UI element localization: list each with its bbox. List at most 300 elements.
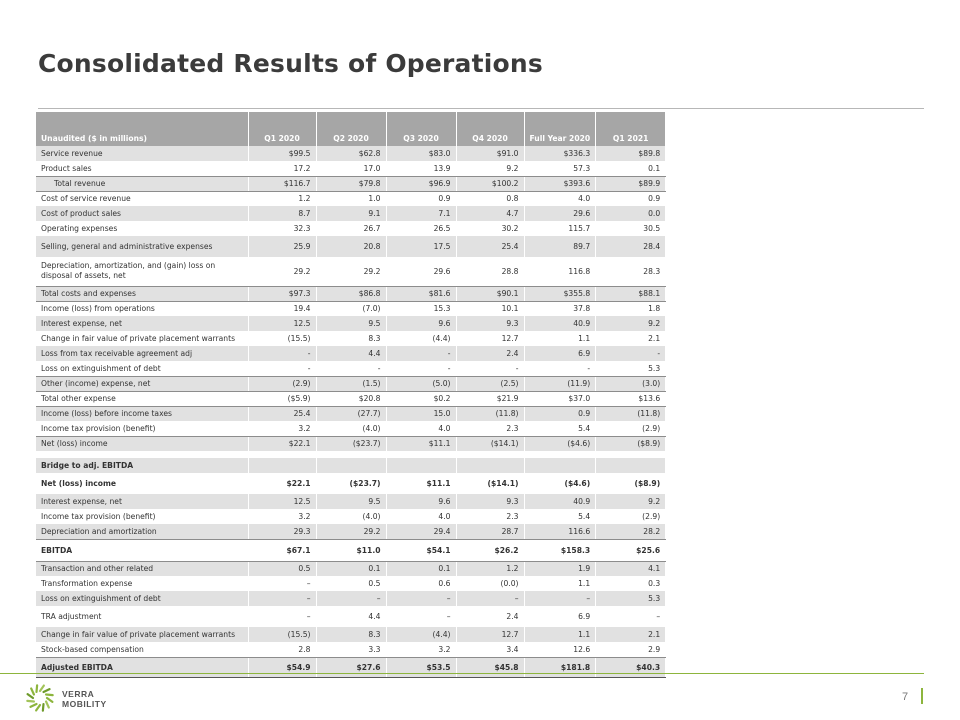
row-value: 17.5 bbox=[386, 236, 456, 257]
row-value: 28.4 bbox=[596, 236, 666, 257]
row-value: 1.1 bbox=[524, 627, 596, 642]
table-header-row bbox=[36, 112, 666, 146]
bridge-header-row bbox=[36, 458, 666, 473]
row-value: 4.4 bbox=[316, 346, 386, 361]
row-value: ($5.9) bbox=[248, 391, 316, 406]
row-value: $0.2 bbox=[386, 391, 456, 406]
row-value: – bbox=[386, 606, 456, 627]
row-value: 12.5 bbox=[248, 494, 316, 509]
row-value: 0.9 bbox=[596, 191, 666, 206]
company-logo-text bbox=[62, 689, 107, 709]
row-label bbox=[36, 206, 248, 221]
row-value: ($4.6) bbox=[524, 473, 596, 494]
logo-ray bbox=[46, 702, 49, 708]
table-row bbox=[36, 406, 666, 421]
row-value: 12.7 bbox=[456, 627, 524, 642]
row-value: (11.8) bbox=[596, 406, 666, 421]
bridge-header-cell bbox=[456, 458, 524, 473]
row-value: 5.3 bbox=[596, 591, 666, 606]
row-value: 116.6 bbox=[524, 524, 596, 539]
row-value: ($14.1) bbox=[456, 436, 524, 451]
row-value: 0.5 bbox=[316, 576, 386, 591]
row-value: 19.4 bbox=[248, 301, 316, 316]
row-value: 57.3 bbox=[524, 161, 596, 176]
row-value: 29.3 bbox=[248, 524, 316, 539]
row-value: 30.2 bbox=[456, 221, 524, 236]
spacer-cell bbox=[316, 451, 386, 458]
row-label-text: Total other expense bbox=[41, 394, 116, 403]
row-value: (2.9) bbox=[596, 421, 666, 436]
row-value: 0.9 bbox=[386, 191, 456, 206]
row-label-text: Other (income) expense, net bbox=[41, 379, 151, 388]
table-row bbox=[36, 591, 666, 606]
row-value: 2.3 bbox=[456, 421, 524, 436]
row-value: ($14.1) bbox=[456, 473, 524, 494]
row-value: (2.9) bbox=[248, 376, 316, 391]
row-value: (7.0) bbox=[316, 301, 386, 316]
row-value: 9.6 bbox=[386, 316, 456, 331]
row-value: 6.9 bbox=[524, 346, 596, 361]
row-value: $20.8 bbox=[316, 391, 386, 406]
row-value: $99.5 bbox=[248, 146, 316, 161]
row-value: - bbox=[248, 361, 316, 376]
spacer-cell bbox=[248, 451, 316, 458]
row-label-text: EBITDA bbox=[41, 545, 73, 555]
table-spacer bbox=[36, 451, 666, 458]
row-value: – bbox=[248, 606, 316, 627]
row-value: 89.7 bbox=[524, 236, 596, 257]
row-value: (11.9) bbox=[524, 376, 596, 391]
row-value: 28.8 bbox=[456, 257, 524, 286]
row-value: 15.3 bbox=[386, 301, 456, 316]
row-label bbox=[36, 561, 248, 576]
table-row bbox=[36, 286, 666, 301]
logo-ray bbox=[28, 694, 33, 698]
row-label-text: Cost of service revenue bbox=[41, 194, 131, 204]
table-row bbox=[36, 346, 666, 361]
row-label-text: Cost of product sales bbox=[41, 209, 121, 218]
logo-ray bbox=[47, 698, 52, 702]
row-value: 9.5 bbox=[316, 494, 386, 509]
bridge-header-cell bbox=[596, 458, 666, 473]
row-value: 25.9 bbox=[248, 236, 316, 257]
table-row bbox=[36, 361, 666, 376]
table-row bbox=[36, 176, 666, 191]
row-value: 1.9 bbox=[524, 561, 596, 576]
row-label bbox=[36, 286, 248, 301]
row-value: 9.6 bbox=[386, 494, 456, 509]
row-value: (4.4) bbox=[386, 331, 456, 346]
row-value: (15.5) bbox=[248, 627, 316, 642]
table-row bbox=[36, 642, 666, 657]
row-value: $89.8 bbox=[596, 146, 666, 161]
row-value: 116.8 bbox=[524, 257, 596, 286]
row-label-text: Loss from tax receivable agreement adj bbox=[41, 349, 193, 358]
row-value: 26.5 bbox=[386, 221, 456, 236]
table-row bbox=[36, 236, 666, 257]
row-label bbox=[36, 301, 248, 316]
table-row bbox=[36, 657, 666, 677]
row-label bbox=[36, 627, 248, 642]
row-label-text: Change in fair value of private placement warrants bbox=[41, 630, 236, 639]
row-value: $79.8 bbox=[316, 176, 386, 191]
row-value: $97.3 bbox=[248, 286, 316, 301]
row-value: – bbox=[248, 576, 316, 591]
row-value: 0.0 bbox=[596, 206, 666, 221]
row-value: 29.2 bbox=[316, 257, 386, 286]
row-value: $45.8 bbox=[456, 657, 524, 677]
row-value: 17.2 bbox=[248, 161, 316, 176]
spacer-cell bbox=[596, 451, 666, 458]
row-value: $11.0 bbox=[316, 539, 386, 561]
table-row bbox=[36, 221, 666, 236]
row-value: 0.3 bbox=[596, 576, 666, 591]
row-value: ($8.9) bbox=[596, 473, 666, 494]
page-number: 7 bbox=[902, 691, 909, 703]
row-label bbox=[36, 406, 248, 421]
row-value: 15.0 bbox=[386, 406, 456, 421]
row-value: (15.5) bbox=[248, 331, 316, 346]
row-value: (4.0) bbox=[316, 509, 386, 524]
row-value: $53.5 bbox=[386, 657, 456, 677]
row-label-text: Operating expenses bbox=[41, 224, 118, 233]
table-row bbox=[36, 191, 666, 206]
row-label-text: Interest expense, net bbox=[41, 319, 122, 328]
row-value: 3.3 bbox=[316, 642, 386, 657]
row-value: $96.9 bbox=[386, 176, 456, 191]
row-value: (5.0) bbox=[386, 376, 456, 391]
row-value: 4.7 bbox=[456, 206, 524, 221]
row-value: 28.7 bbox=[456, 524, 524, 539]
table-row bbox=[36, 376, 666, 391]
row-value: 3.4 bbox=[456, 642, 524, 657]
row-label bbox=[36, 524, 248, 539]
row-value: $90.1 bbox=[456, 286, 524, 301]
row-value: 10.1 bbox=[456, 301, 524, 316]
row-value: $11.1 bbox=[386, 473, 456, 494]
row-label-text: TRA adjustment bbox=[41, 612, 102, 621]
table-row bbox=[36, 391, 666, 406]
row-value: $27.6 bbox=[316, 657, 386, 677]
column-header: Q4 2020 bbox=[456, 112, 524, 146]
row-value: – bbox=[524, 591, 596, 606]
row-value: 0.1 bbox=[386, 561, 456, 576]
row-label-text: Interest expense, net bbox=[41, 497, 122, 506]
row-label bbox=[36, 391, 248, 406]
row-label bbox=[36, 421, 248, 436]
row-value: - bbox=[248, 346, 316, 361]
row-value: 12.6 bbox=[524, 642, 596, 657]
row-label bbox=[36, 361, 248, 376]
row-value: $54.9 bbox=[248, 657, 316, 677]
logo-line-1: VERRA bbox=[62, 689, 95, 699]
logo-ray bbox=[27, 701, 34, 702]
row-label-text: Net (loss) income bbox=[41, 479, 117, 488]
logo-ray bbox=[31, 688, 34, 694]
row-value: 0.1 bbox=[596, 161, 666, 176]
row-value: 3.2 bbox=[386, 642, 456, 657]
page-number-bar bbox=[921, 688, 923, 704]
row-value: (2.9) bbox=[596, 509, 666, 524]
row-value: 1.2 bbox=[456, 561, 524, 576]
row-value: 1.1 bbox=[524, 576, 596, 591]
row-value: - bbox=[524, 361, 596, 376]
table-row bbox=[36, 301, 666, 316]
row-value: 4.1 bbox=[596, 561, 666, 576]
row-value: $25.6 bbox=[596, 539, 666, 561]
row-value: ($23.7) bbox=[316, 473, 386, 494]
row-value: 29.2 bbox=[248, 257, 316, 286]
table-row bbox=[36, 257, 666, 286]
row-value: - bbox=[386, 346, 456, 361]
row-value: $116.7 bbox=[248, 176, 316, 191]
row-value: 2.4 bbox=[456, 606, 524, 627]
row-value: (11.8) bbox=[456, 406, 524, 421]
row-value: $88.1 bbox=[596, 286, 666, 301]
row-value: (1.5) bbox=[316, 376, 386, 391]
row-label bbox=[36, 509, 248, 524]
row-label-text: Stock-based compensation bbox=[41, 644, 144, 654]
row-value: $86.8 bbox=[316, 286, 386, 301]
spacer-cell bbox=[386, 451, 456, 458]
row-label-text: Income tax provision (benefit) bbox=[41, 512, 156, 521]
row-value: (3.0) bbox=[596, 376, 666, 391]
row-value: 40.9 bbox=[524, 494, 596, 509]
row-label bbox=[36, 494, 248, 509]
row-value: 4.0 bbox=[386, 421, 456, 436]
row-value: 0.8 bbox=[456, 191, 524, 206]
spacer-cell bbox=[524, 451, 596, 458]
row-value: 29.2 bbox=[316, 524, 386, 539]
row-label bbox=[36, 176, 248, 191]
row-value: 2.8 bbox=[248, 642, 316, 657]
row-label-text: Product sales bbox=[41, 163, 92, 173]
row-value: $83.0 bbox=[386, 146, 456, 161]
logo-ray bbox=[30, 704, 36, 707]
row-label bbox=[36, 606, 248, 627]
row-label-text: Service revenue bbox=[41, 149, 103, 158]
table-row bbox=[36, 161, 666, 176]
row-label bbox=[36, 576, 248, 591]
row-value: 4.4 bbox=[316, 606, 386, 627]
bridge-header-cell bbox=[386, 458, 456, 473]
row-value: 8.7 bbox=[248, 206, 316, 221]
row-value: $89.9 bbox=[596, 176, 666, 191]
row-value: 5.3 bbox=[596, 361, 666, 376]
row-value: 29.6 bbox=[524, 206, 596, 221]
row-value: 9.2 bbox=[456, 161, 524, 176]
row-value: 6.9 bbox=[524, 606, 596, 627]
table-row bbox=[36, 421, 666, 436]
row-label-text: Transaction and other related bbox=[41, 564, 154, 574]
column-header: Unaudited ($ in millions) bbox=[36, 112, 248, 146]
column-header: Q3 2020 bbox=[386, 112, 456, 146]
row-value: 7.1 bbox=[386, 206, 456, 221]
row-value: 2.1 bbox=[596, 331, 666, 346]
bridge-header-cell bbox=[524, 458, 596, 473]
row-value: – bbox=[596, 606, 666, 627]
row-value: $11.1 bbox=[386, 436, 456, 451]
row-value: ($23.7) bbox=[316, 436, 386, 451]
title-divider bbox=[38, 108, 924, 109]
row-value: 9.1 bbox=[316, 206, 386, 221]
row-label-text: Income tax provision (benefit) bbox=[41, 423, 156, 433]
table-row bbox=[36, 576, 666, 591]
bridge-title: Bridge to adj. EBITDA bbox=[36, 458, 248, 473]
row-value: 1.1 bbox=[524, 331, 596, 346]
row-value: $91.0 bbox=[456, 146, 524, 161]
row-value: 4.0 bbox=[524, 191, 596, 206]
row-value: $21.9 bbox=[456, 391, 524, 406]
row-label-text: Income (loss) from operations bbox=[41, 304, 155, 314]
row-label bbox=[36, 473, 248, 494]
row-label-text-line2: disposal of assets, net bbox=[41, 271, 126, 281]
row-label bbox=[36, 346, 248, 361]
footer-divider bbox=[0, 673, 924, 674]
row-value: ($8.9) bbox=[596, 436, 666, 451]
row-value: – bbox=[386, 591, 456, 606]
row-value: 25.4 bbox=[248, 406, 316, 421]
row-value: (4.0) bbox=[316, 421, 386, 436]
row-label bbox=[36, 591, 248, 606]
row-value: $100.2 bbox=[456, 176, 524, 191]
column-header: Full Year 2020 bbox=[524, 112, 596, 146]
column-header: Q1 2021 bbox=[596, 112, 666, 146]
row-value: 2.1 bbox=[596, 627, 666, 642]
logo-ray bbox=[37, 685, 38, 692]
table-row bbox=[36, 627, 666, 642]
row-value: – bbox=[456, 591, 524, 606]
table-row bbox=[36, 524, 666, 539]
row-value: 32.3 bbox=[248, 221, 316, 236]
row-label bbox=[36, 642, 248, 657]
row-value: $22.1 bbox=[248, 473, 316, 494]
row-value: $62.8 bbox=[316, 146, 386, 161]
row-label-text: Change in fair value of private placement warrants bbox=[41, 334, 236, 343]
row-value: $37.0 bbox=[524, 391, 596, 406]
table-row bbox=[36, 331, 666, 346]
row-value: 9.5 bbox=[316, 316, 386, 331]
row-value: $393.6 bbox=[524, 176, 596, 191]
row-value: 29.6 bbox=[386, 257, 456, 286]
logo-line-2: MOBILITY bbox=[62, 699, 107, 709]
row-value: 28.3 bbox=[596, 257, 666, 286]
row-value: $22.1 bbox=[248, 436, 316, 451]
table-row bbox=[36, 436, 666, 451]
row-value: 1.2 bbox=[248, 191, 316, 206]
row-label-text: Transformation expense bbox=[41, 579, 133, 588]
row-value: 12.7 bbox=[456, 331, 524, 346]
row-value: 1.0 bbox=[316, 191, 386, 206]
row-label-text: Total revenue bbox=[54, 179, 106, 188]
column-header: Q2 2020 bbox=[316, 112, 386, 146]
bridge-header-cell bbox=[248, 458, 316, 473]
row-value: 8.3 bbox=[316, 331, 386, 346]
row-label bbox=[36, 236, 248, 257]
row-value: 5.4 bbox=[524, 509, 596, 524]
row-value: $181.8 bbox=[524, 657, 596, 677]
row-value: ($4.6) bbox=[524, 436, 596, 451]
row-value: $355.8 bbox=[524, 286, 596, 301]
row-label-text: Depreciation, amortization, and (gain) loss on bbox=[41, 261, 216, 271]
row-label bbox=[36, 191, 248, 206]
table-row bbox=[36, 606, 666, 627]
row-label bbox=[36, 161, 248, 176]
row-value: 0.9 bbox=[524, 406, 596, 421]
row-value: 3.2 bbox=[248, 421, 316, 436]
row-value: 4.0 bbox=[386, 509, 456, 524]
row-label bbox=[36, 146, 248, 161]
bridge-header-cell bbox=[316, 458, 386, 473]
row-value: 20.8 bbox=[316, 236, 386, 257]
row-label bbox=[36, 331, 248, 346]
row-label-text: Loss on extinguishment of debt bbox=[41, 363, 161, 373]
logo-ray bbox=[43, 704, 44, 711]
table-row bbox=[36, 509, 666, 524]
row-value: $81.6 bbox=[386, 286, 456, 301]
logo-ray bbox=[40, 686, 44, 691]
row-label bbox=[36, 221, 248, 236]
row-value: 9.2 bbox=[596, 316, 666, 331]
row-value: – bbox=[248, 591, 316, 606]
row-label-text: Loss on extinguishment of debt bbox=[41, 594, 161, 603]
row-label bbox=[36, 376, 248, 391]
row-value: 5.4 bbox=[524, 421, 596, 436]
row-value: 40.9 bbox=[524, 316, 596, 331]
row-value: - bbox=[316, 361, 386, 376]
table-row bbox=[36, 316, 666, 331]
row-value: $158.3 bbox=[524, 539, 596, 561]
row-label-text: Depreciation and amortization bbox=[41, 526, 157, 536]
row-label-text: Net (loss) income bbox=[41, 439, 108, 449]
row-label bbox=[36, 436, 248, 451]
row-value: 0.6 bbox=[386, 576, 456, 591]
results-table bbox=[36, 112, 666, 678]
row-value: (2.5) bbox=[456, 376, 524, 391]
row-value: 1.8 bbox=[596, 301, 666, 316]
row-value: $40.3 bbox=[596, 657, 666, 677]
row-value: 9.2 bbox=[596, 494, 666, 509]
row-value: $13.6 bbox=[596, 391, 666, 406]
row-value: 115.7 bbox=[524, 221, 596, 236]
row-label-text: Selling, general and administrative expenses bbox=[41, 242, 213, 251]
spacer-cell bbox=[36, 451, 248, 458]
row-label-text: Adjusted EBITDA bbox=[41, 662, 113, 672]
row-value: (0.0) bbox=[456, 576, 524, 591]
row-value: 12.5 bbox=[248, 316, 316, 331]
row-value: (27.7) bbox=[316, 406, 386, 421]
row-value: $26.2 bbox=[456, 539, 524, 561]
row-value: – bbox=[316, 591, 386, 606]
table-row bbox=[36, 494, 666, 509]
row-value: 37.8 bbox=[524, 301, 596, 316]
page-title: Consolidated Results of Operations bbox=[38, 49, 544, 78]
row-value: 17.0 bbox=[316, 161, 386, 176]
row-value: 30.5 bbox=[596, 221, 666, 236]
row-value: (4.4) bbox=[386, 627, 456, 642]
row-value: 26.7 bbox=[316, 221, 386, 236]
spacer-cell bbox=[456, 451, 524, 458]
row-value: - bbox=[456, 361, 524, 376]
row-label bbox=[36, 257, 248, 286]
column-header: Q1 2020 bbox=[248, 112, 316, 146]
table-row bbox=[36, 146, 666, 161]
row-value: 8.3 bbox=[316, 627, 386, 642]
row-value: $54.1 bbox=[386, 539, 456, 561]
logo-ray bbox=[36, 705, 40, 710]
row-label bbox=[36, 316, 248, 331]
row-value: 9.3 bbox=[456, 494, 524, 509]
